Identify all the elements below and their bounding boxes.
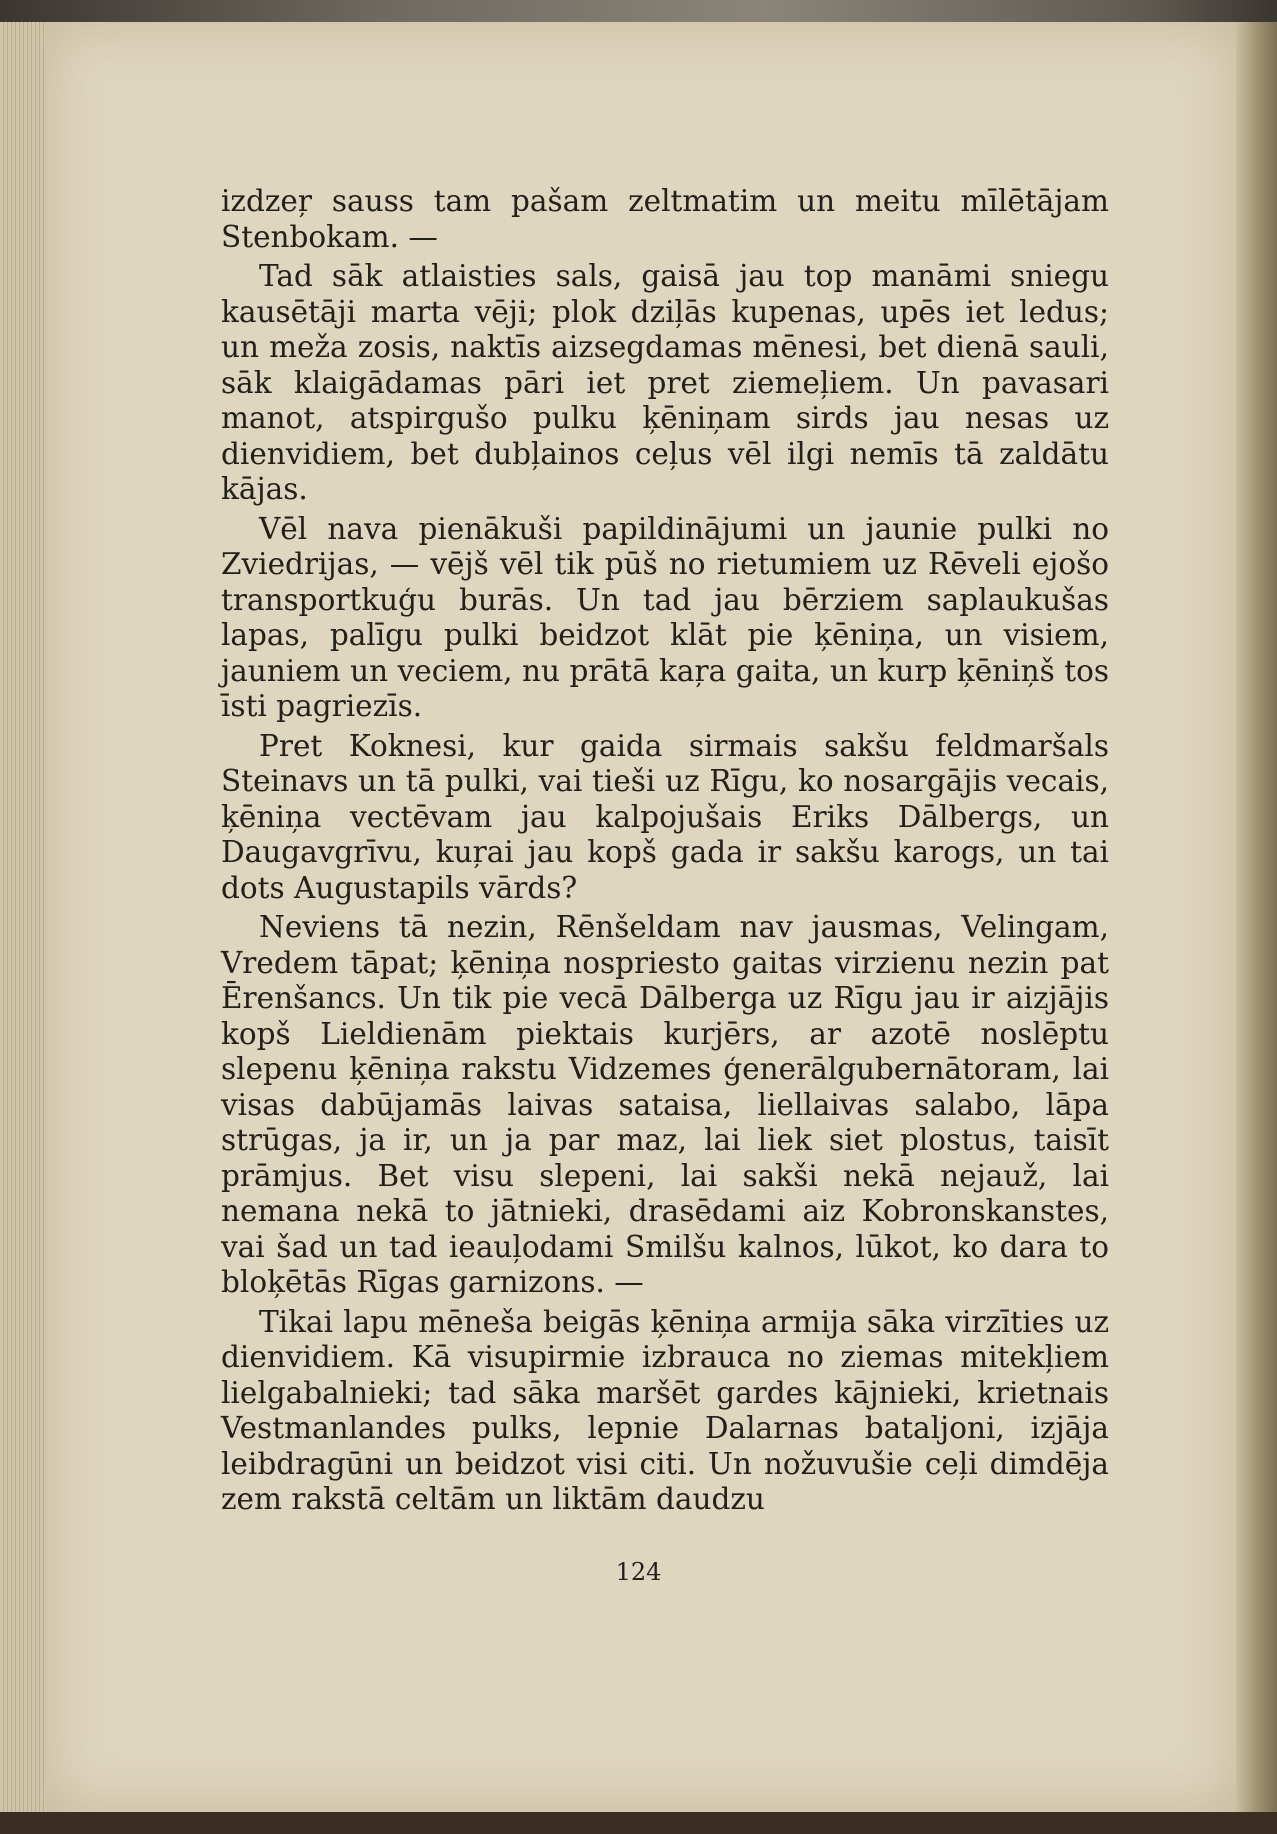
paragraph: Vēl nava pienākuši papildinājumi un jaunie pulki no Zviedrijas, — vējš vēl tik pūš no rietumiem uz Rēveli ejošo transportkuģu burās. Un tad jau bērziem saplaukušas lapas, palīgu pulki beidzot klāt pie ķēniņa, un visiem, jauniem un veciem, nu prātā kaŗa gaita, un kurp ķēniņš tos īsti pagriezīs. — [221, 511, 1109, 723]
paragraph: Pret Koknesi, kur gaida sirmais sakšu feldmaršals Steinavs un tā pulki, vai tieši uz Rīgu, ko nosargājis vecais, ķēniņa vectēvam jau kalpojušais Eriks Dālbergs, un Daugavgrīvu, kuŗai jau kopš gada ir sakšu karogs, un tai dots Augustapils vārds? — [221, 728, 1109, 905]
paragraph: izdzeŗ sauss tam pašam zeltmatim un meitu mīlētājam Stenbokam. — — [221, 184, 1109, 254]
body-text — [221, 184, 1109, 1518]
paragraph: Tad sāk atlaisties sals, gaisā jau top manāmi sniegu kausētāji marta vēji; plok dziļās kupenas, upēs iet ledus; un meža zosis, naktīs aizsegdamas mēnesi, bet dienā sauli, sāk klaigādamas pāri iet pret ziemeļiem. Un pavasari manot, atspirgušo pulku ķēniņam sirds jau nesas uz dienvidiem, bet dubļainos ceļus vēl ilgi nemīs tā zaldātu kājas. — [221, 259, 1109, 506]
book-bottom-edge — [0, 1812, 1277, 1834]
paragraph: Tikai lapu mēneša beigās ķēniņa armija sāka virzīties uz dienvidiem. Kā visupirmie izbrauca no ziemas mitekļiem lielgabalnieki; tad sāka maršēt gardes kājnieki, krietnais Vestmanlandes pulks, lepnie Dalarnas bataljoni, izjāja leibdragūni un beidzot visi citi. Un nožuvušie ceļi dimdēja zem rakstā celtām un liktām daudzu — [221, 1304, 1109, 1516]
paragraph: Neviens tā nezin, Rēnšeldam nav jausmas, Velingam, Vredem tāpat; ķēniņa nospriesto gaitas virzienu nezin pat Ērenšancs. Un tik pie vecā Dālberga uz Rīgu jau ir aizjājis kopš Lieldienām piektais kurjērs, ar azotē noslēptu slepenu ķēniņa rakstu Vidzemes ģenerālgubernātoram, lai visas dabūjamās laivas sataisa, liellaivas salabo, lāpa strūgas, ja ir, un ja par maz, lai liek siet plostus, taisīt prāmjus. Bet visu slepeni, lai sakši nekā nejauž, lai nemana nekā to jātnieki, drasēdami aiz Kobronskanstes, vai šad un tad ieauļodami Smilšu kalnos, lūkot, ko dara to bloķētās Rīgas garnizons. — — [221, 910, 1109, 1299]
page-stack-edge — [0, 22, 48, 1822]
page-number: 124 — [615, 1558, 662, 1586]
